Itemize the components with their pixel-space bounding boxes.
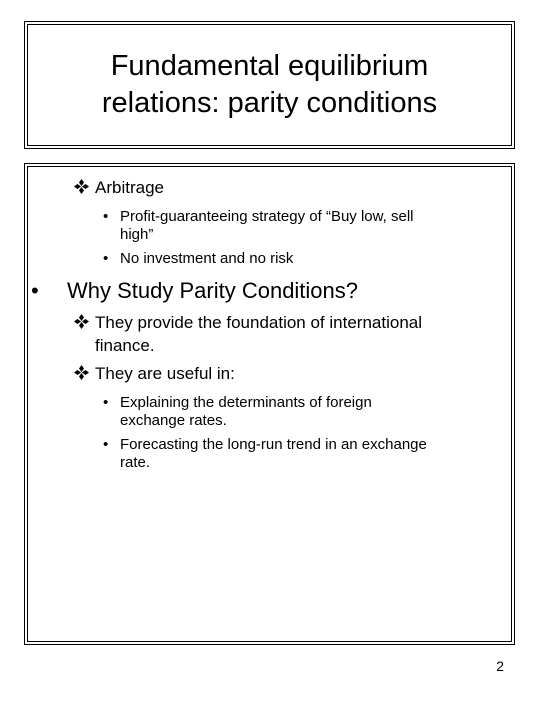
bullet-text: rate. <box>120 454 151 471</box>
bullet-dot-icon: • <box>103 208 109 225</box>
reason-1 <box>74 312 422 333</box>
four-diamond-bullet-icon <box>74 314 89 329</box>
useful-bullet-1 <box>103 393 372 412</box>
arbitrage-item <box>74 177 164 198</box>
page-number: 2 <box>496 658 504 674</box>
reason-text: They provide the foundation of international <box>95 313 423 332</box>
why-study-heading: Why Study Parity Conditions? <box>67 278 359 303</box>
slide-title-box <box>27 24 512 146</box>
reason-1-cont <box>95 335 155 356</box>
reason-text: finance. <box>95 336 155 355</box>
useful-bullet-2 <box>103 435 427 454</box>
why-study-item <box>28 278 358 304</box>
bullet-text: exchange rates. <box>120 412 227 429</box>
four-diamond-bullet-icon <box>74 365 89 380</box>
bullet-text: high” <box>120 226 154 243</box>
bullet-text: Explaining the determinants of foreign <box>120 394 372 411</box>
bullet-dot-icon: • <box>31 278 39 303</box>
arbitrage-bullet-1 <box>103 207 413 226</box>
useful-bullet-1-cont <box>120 411 227 430</box>
four-diamond-bullet-icon <box>74 179 89 194</box>
bullet-dot-icon: • <box>103 394 109 411</box>
arbitrage-heading: Arbitrage <box>95 178 164 197</box>
bullet-dot-icon: • <box>103 436 109 453</box>
bullet-text: No investment and no risk <box>120 250 294 267</box>
bullet-dot-icon: • <box>103 250 109 267</box>
slide-content-box <box>27 166 512 642</box>
slide-title: Fundamental equilibrium relations: parity conditions <box>101 50 438 119</box>
reason-text: They are useful in: <box>95 364 235 383</box>
bullet-text: Forecasting the long-run trend in an exchange <box>120 436 427 453</box>
arbitrage-bullet-1-cont <box>120 225 153 244</box>
bullet-text: Profit-guaranteeing strategy of “Buy low, sell <box>120 208 414 225</box>
arbitrage-bullet-2 <box>103 249 293 268</box>
useful-bullet-2-cont <box>120 453 150 472</box>
reason-2 <box>74 363 235 384</box>
